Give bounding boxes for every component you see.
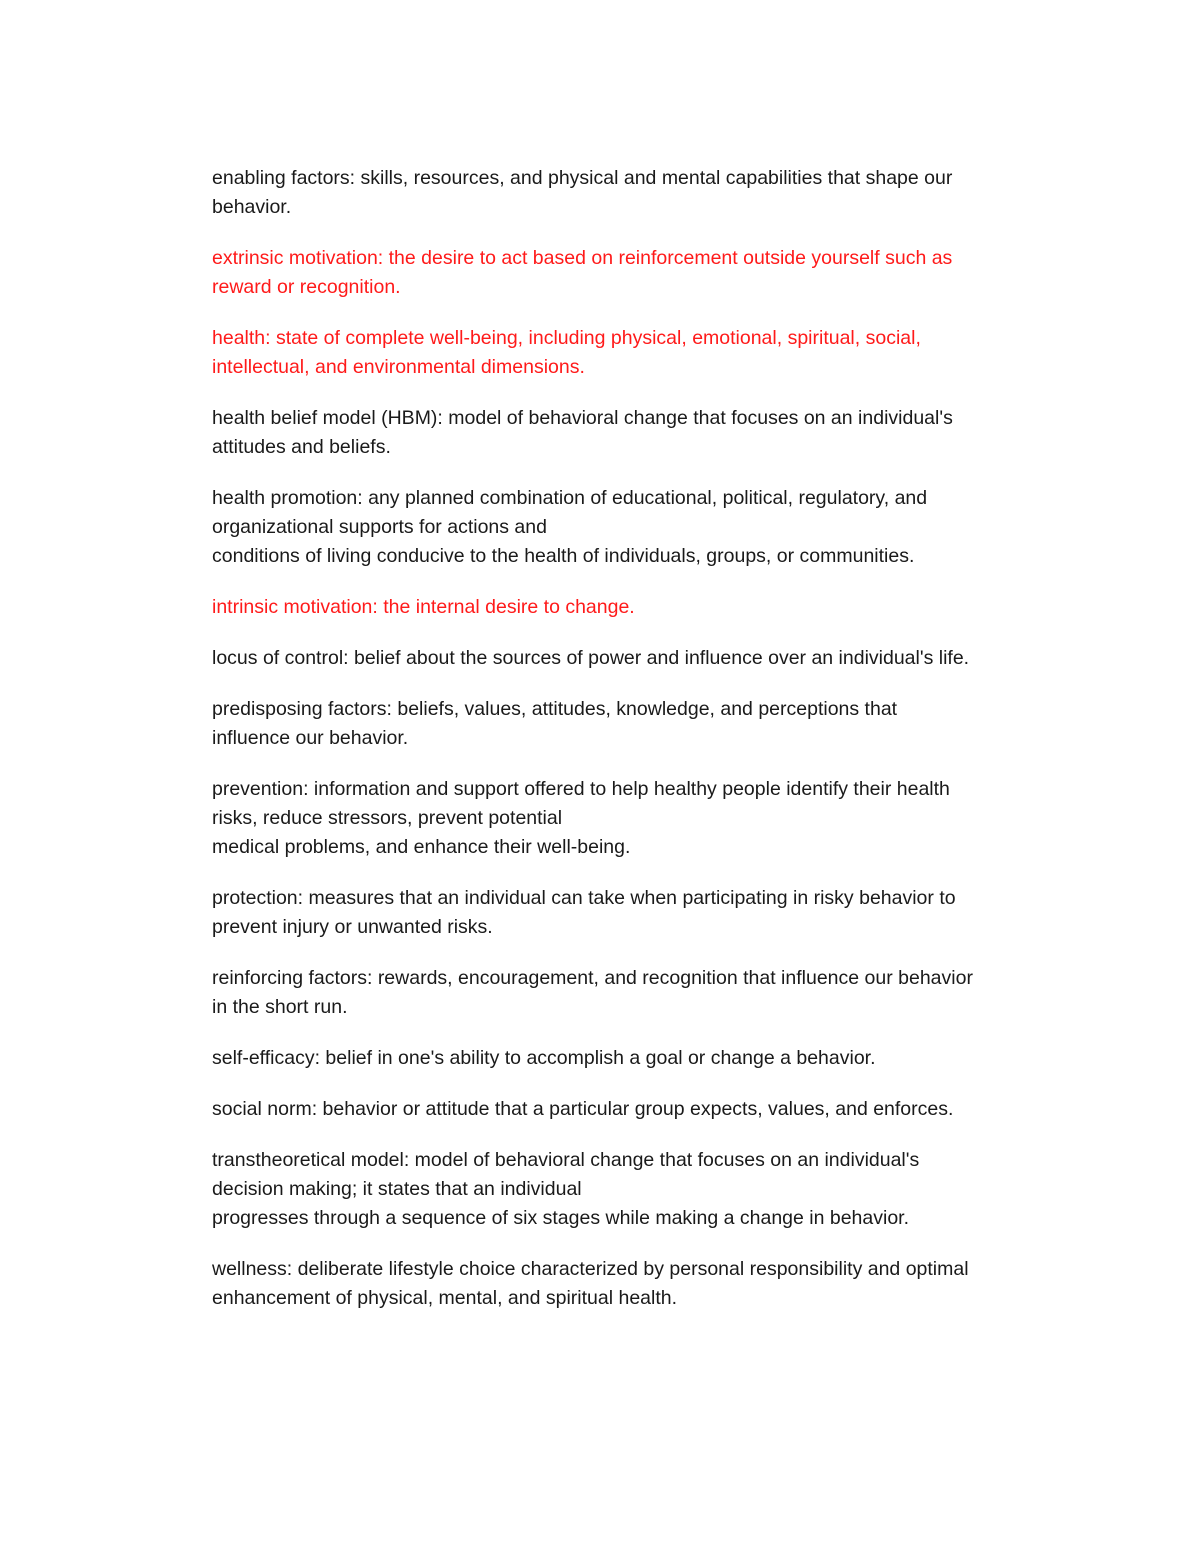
glossary-entry: [212, 1095, 1062, 1124]
glossary-entry: [212, 964, 1062, 1022]
glossary-entry-line: self-efficacy: belief in one's ability to accomplish a goal or change a behavior.: [212, 1047, 876, 1069]
glossary-entry-line: prevention: information and support offered to help healthy people identify their health: [212, 778, 950, 800]
glossary-entry-line: locus of control: belief about the sources of power and influence over an individual's life.: [212, 647, 970, 669]
glossary-entry-line: intellectual, and environmental dimensions.: [212, 356, 585, 378]
glossary-entry-line: behavior.: [212, 196, 292, 218]
glossary-entry: [212, 884, 1062, 942]
glossary-entry-line: attitudes and beliefs.: [212, 436, 391, 458]
glossary-entry: [212, 164, 1062, 222]
glossary-entry: [212, 775, 1062, 862]
glossary-entry-line: reward or recognition.: [212, 276, 401, 298]
glossary-entry-line: enabling factors: skills, resources, and physical and mental capabilities that shape our: [212, 167, 953, 189]
glossary-entry-line: transtheoretical model: model of behavioral change that focuses on an individual's: [212, 1149, 920, 1171]
glossary-entry-line: protection: measures that an individual can take when participating in risky behavior to: [212, 887, 956, 909]
glossary-entry-line: extrinsic motivation: the desire to act based on reinforcement outside yourself such as: [212, 247, 953, 269]
glossary-entry-line: decision making; it states that an individual: [212, 1178, 582, 1200]
glossary-entry: [212, 244, 1062, 302]
glossary-entry: [212, 644, 1062, 673]
glossary-entry-line: conditions of living conducive to the health of individuals, groups, or communities.: [212, 545, 915, 567]
glossary-entry-line: risks, reduce stressors, prevent potential: [212, 807, 563, 829]
glossary-entry: [212, 1044, 1062, 1073]
glossary-entry: [212, 593, 1062, 622]
glossary-entry: [212, 324, 1062, 382]
glossary-entry: [212, 404, 1062, 462]
glossary-entry-line: health promotion: any planned combination of educational, political, regulatory, and: [212, 487, 928, 509]
glossary-entry: [212, 484, 1062, 571]
glossary-entry-line: social norm: behavior or attitude that a particular group expects, values, and enforces.: [212, 1098, 954, 1120]
glossary-entry-line: organizational supports for actions and: [212, 516, 547, 538]
glossary-entry-line: prevent injury or unwanted risks.: [212, 916, 493, 938]
glossary-entry-line: wellness: deliberate lifestyle choice characterized by personal responsibility and optimal: [212, 1258, 969, 1280]
glossary-entry: [212, 695, 1062, 753]
glossary-entry-line: in the short run.: [212, 996, 348, 1018]
glossary-entry-line: enhancement of physical, mental, and spiritual health.: [212, 1287, 678, 1309]
glossary-entry-line: influence our behavior.: [212, 727, 409, 749]
glossary-entry-line: predisposing factors: beliefs, values, attitudes, knowledge, and perceptions that: [212, 698, 898, 720]
glossary-entry: [212, 1146, 1062, 1233]
glossary-entry-line: intrinsic motivation: the internal desire to change.: [212, 596, 635, 618]
glossary-entry-line: progresses through a sequence of six stages while making a change in behavior.: [212, 1207, 910, 1229]
glossary-entry-line: reinforcing factors: rewards, encouragement, and recognition that influence our behavior: [212, 967, 973, 989]
glossary-entry: [212, 1255, 1062, 1313]
glossary-entry-line: health belief model (HBM): model of behavioral change that focuses on an individual's: [212, 407, 953, 429]
glossary-entry-line: medical problems, and enhance their well-being.: [212, 836, 631, 858]
glossary-entry-line: health: state of complete well-being, including physical, emotional, spiritual, social,: [212, 327, 921, 349]
glossary-list: [212, 164, 1062, 1335]
